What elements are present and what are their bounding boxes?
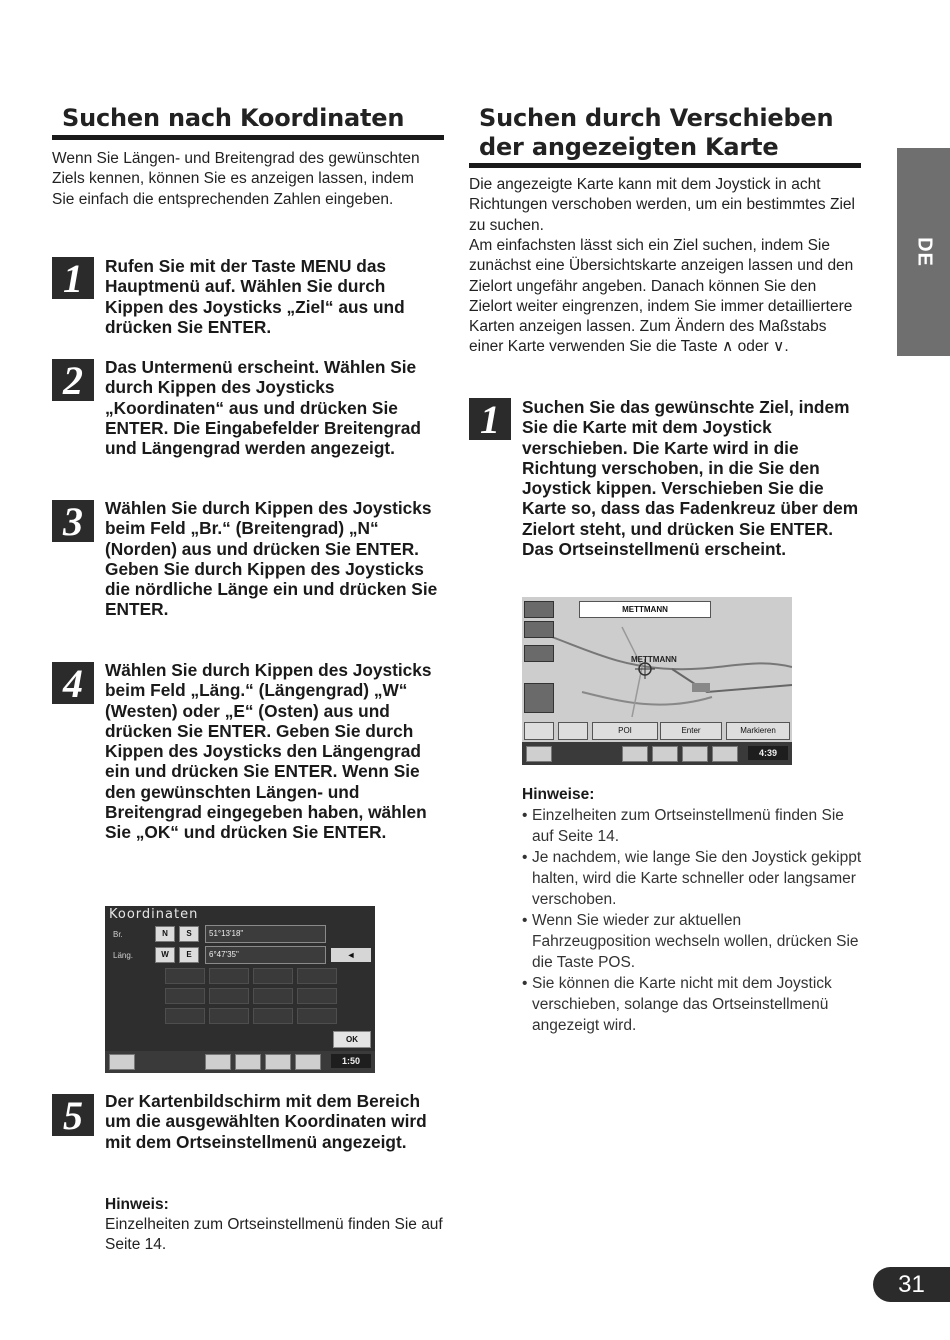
map-bottom-bar [522,743,792,765]
backspace-key: ◄ [331,948,371,962]
map-side-button [524,645,554,662]
bar-key [235,1054,261,1070]
step-number-4: 4 [52,662,94,704]
step-number-1: 1 [469,398,511,440]
note-item: • Sie können die Karte nicht mit dem Joystick verschieben, solange das Ortseinstellmenü angezeigt wird. [522,973,862,1036]
step-text-4: Wählen Sie durch Kippen des Joysticks beim Feld „Läng.“ (Längengrad) „W“ (Westen) oder „E“ (Osten) aus und drücken Sie ENTER. Geben Sie durch Kippen des Joysticks den Längengrad ein und drücken Sie ENTER. Wenn Sie den gewünschten Längen- und Breitengrad eingegeben haben, wählen Sie „OK“ und drücken Sie ENTER. [105,660,432,843]
step-number-3: 3 [52,500,94,542]
bar-key [622,746,648,762]
heading-rule [469,163,861,168]
step-text-1: Rufen Sie mit der Taste MENU das Hauptmenü auf. Wählen Sie durch Kippen des Joysticks „Ziel“ aus und drücken Sie ENTER. [105,256,405,337]
lat-value: 51°13'18" [205,925,326,943]
intro-text: Die angezeigte Karte kann mit dem Joystick in acht Richtungen verschoben werden, um ein bestimmtes Ziel zu suchen. [469,176,855,234]
map-screenshot [522,597,792,765]
step-text-3: Wählen Sie durch Kippen des Joysticks beim Feld „Br.“ (Breitengrad) „N“ (Norden) aus und drücken Sie ENTER. Geben Sie durch Kippen des Joysticks die nördliche Länge ein und drücken Sie ENTER. [105,498,438,620]
section-heading-map-shift [479,104,833,162]
bar-key [682,746,708,762]
map-clock: 4:39 [748,746,788,760]
return-key [526,746,552,762]
page-number: 31 [873,1267,950,1302]
bar-key [652,746,678,762]
bar-key [295,1054,321,1070]
note-title: Hinweis: [105,1196,169,1213]
map-side-button [524,683,554,713]
notes-list [522,805,862,1036]
heading-rule [52,135,444,140]
keypad-cell [209,988,249,1004]
notes-title: Hinweise: [522,786,595,803]
bar-key [205,1054,231,1070]
keypad-cell [165,968,205,984]
heading-line-1: Suchen durch Verschieben [479,104,834,132]
language-tab [897,148,950,356]
heading-line-2: der angezeigten Karte [479,133,779,161]
section-heading-coordinates: Suchen nach Koordinaten [62,104,405,132]
keypad-cell [165,1008,205,1024]
keypad-cell [209,1008,249,1024]
step-text-2: Das Untermenü erscheint. Wählen Sie durch Kippen des Joysticks „Koordinaten“ aus und drücken Sie ENTER. Die Eingabefelder Breitengrad und Längengrad werden angezeigt. [105,357,421,459]
keypad-cell [297,1008,337,1024]
keypad-cell [253,1008,293,1024]
step-text-1: Suchen Sie das gewünschte Ziel, indem Sie die Karte mit dem Joystick verschieben. Die Karte wird in die Richtung verschoben, in die Sie den Joystick kippen. Verschieben Sie die Karte so, dass das Fadenkreuz über dem Zielort steht, und drücken Sie ENTER. Das Ortseinstellmenü erscheint. [522,397,859,560]
screen-bottom-bar [105,1051,375,1073]
intro-text-2: Am einfachsten lässt sich ein Ziel suchen, indem Sie zunächst eine Übersichtskarte anzeigen lassen und den Zielort ungefähr angeben. Danach können Sie den Zielort weiter eingrenzen, indem Sie immer detailliertere Karten anzeigen lassen. Zum Ändern des Maßstabs einer Karte verwenden Sie die Taste ∧ oder ∨. [469,237,854,356]
map-key [524,722,554,740]
keypad-cell [209,968,249,984]
map-key [558,722,588,740]
step-text-5: Der Kartenbildschirm mit dem Bereich um die ausgewählten Koordinaten wird mit dem Ortseinstellmenü angezeigt. [105,1091,427,1152]
bar-key [712,746,738,762]
key-w: W [155,947,175,963]
keypad-cell [253,968,293,984]
map-side-button [524,601,554,618]
lon-value: 6°47'35" [205,946,326,964]
step-number-5: 5 [52,1094,94,1136]
map-city-label: METTMANN [631,655,677,664]
note-item: • Einzelheiten zum Ortseinstellmenü finden Sie auf Seite 14. [522,805,862,847]
map-poi-key: POI [592,722,658,740]
coordinates-screenshot [105,906,375,1073]
keypad-cell [297,988,337,1004]
map-search-bar: METTMANN [579,601,711,618]
note-item: • Je nachdem, wie lange Sie den Joystick gekippt halten, wird die Karte schneller oder langsamer verschoben. [522,847,862,910]
keypad-cell [297,968,337,984]
key-s: S [179,926,199,942]
language-tab-label: DE [913,237,935,267]
ok-key: OK [333,1031,371,1048]
map-enter-key: Enter [660,722,722,740]
step-number-2: 2 [52,359,94,401]
key-n: N [155,926,175,942]
note-text: Einzelheiten zum Ortseinstellmenü finden Sie auf Seite 14. [105,1216,443,1254]
lat-label: Br. [113,930,123,939]
keypad-cell [165,988,205,1004]
intro-text: Wenn Sie Längen- und Breitengrad des gewünschten Ziels kennen, können Sie es anzeigen lassen, indem Sie einfach die entsprechenden Zahlen eingeben. [52,150,420,208]
screen-title: Koordinaten [109,907,199,922]
step-number-1: 1 [52,257,94,299]
key-e: E [179,947,199,963]
note-item: • Wenn Sie wieder zur aktuellen Fahrzeugposition wechseln wollen, drücken Sie die Taste POS. [522,910,862,973]
map-mark-key: Markieren [726,722,790,740]
screen-clock: 1:50 [331,1054,371,1068]
bar-key [265,1054,291,1070]
return-key [109,1054,135,1070]
map-side-button [524,621,554,638]
keypad-cell [253,988,293,1004]
lon-label: Läng. [113,951,134,960]
